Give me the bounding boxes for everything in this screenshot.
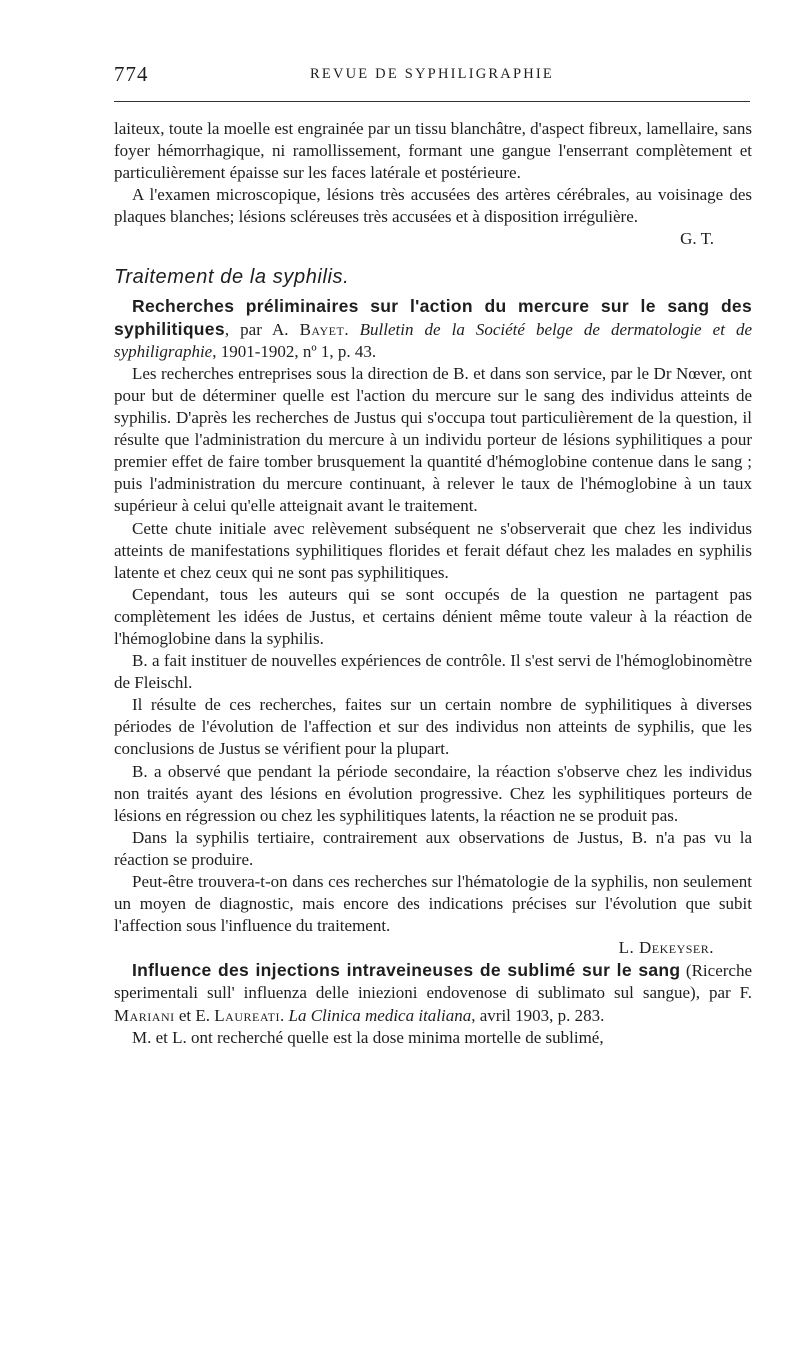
- page-header: [114, 62, 750, 92]
- article-ref-2: , avril 1903, p. 283.: [471, 1005, 605, 1025]
- article-author-2b: Laureati: [214, 1005, 280, 1025]
- article-author-2a: Mariani: [114, 1005, 175, 1025]
- paragraph-exam: A l'examen microscopique, lésions très accusées des artères cérébrales, au voisinage des plaques blanches; lésions scléreuses très accusées et à disposition irrégulière.: [114, 185, 752, 227]
- paragraph: M. et L. ont recherché quelle est la dose minima mortelle de sublimé,: [132, 1027, 604, 1047]
- paragraph-intro: laiteux, toute la moelle est engrainée par un tissu blanchâtre, d'aspect fibreux, lamellaire, sans foyer hémorrhagique, ni ramollissement, formant une gangue l'enserrant complètement et particulièrement épaisse sur les faces latérale et postérieure.: [114, 119, 752, 183]
- page-number: 774: [114, 62, 149, 86]
- paragraph: B. a fait instituer de nouvelles expériences de contrôle. Il s'est servi de l'hémoglobinomètre de Fleischl.: [114, 651, 752, 693]
- paragraph: Il résulte de ces recherches, faites sur un certain nombre de syphilitiques à diverses périodes de l'évolution de l'affection et sur des individus non atteints de syphilis, que les conclusions de Justus se vérifient pour la plupart.: [114, 695, 752, 759]
- paragraph: Peut-être trouvera-t-on dans ces recherches sur l'hématologie de la syphilis, non seulement un moyen de diagnostic, mais encore des indications précises sur l'évolution que subit l'affection sous l'influence du traitement.: [114, 872, 752, 936]
- article-heading-2: Influence des injections intraveineuses de sublimé sur le sang (Ricerche sperimentali sull' influenza delle iniezioni endovenose di sublimato sul sangue), par F. Mariani et E. Laureati. La Clinica medica italiana, avril 1903, p. 283.: [114, 960, 752, 1025]
- article-ref-1: , 1901-1902, nº 1, p. 43.: [212, 341, 377, 361]
- paragraph: Les recherches entreprises sous la direction de B. et dans son service, par le Dr Nœver, ont pour but de déterminer quelle est l'action du mercure sur le sang des individus atteints de syphilis. D'après les recherches de Justus qui s'occupa tout particulièrement de la question, il résulte que l'administration du mercure à un individu porteur de lésions syphilitiques a pour premier effet de faire tomber brusquement la quantité d'hémoglobine contenue dans le sang ; puis l'administration du mercure continuant, à relever le taux de l'hémoglobine à un taux supérieur à celui qu'elle atteignait avant le traitement.: [114, 363, 752, 516]
- paragraph: Dans la syphilis tertiaire, contrairement aux observations de Justus, B. n'a pas vu la réaction se produire.: [114, 827, 752, 869]
- article-title-2: Influence des injections intraveineuses de sublimé sur le sang: [132, 960, 681, 981]
- paragraph: Cependant, tous les auteurs qui se sont occupés de la question ne partagent pas complètement les idées de Justus, et certains dénient même toute valeur à la réaction de l'hémoglobine dans la syphilis.: [114, 584, 752, 648]
- page-body: [114, 118, 752, 1049]
- article-journal-2: La Clinica medica italiana: [288, 1005, 472, 1025]
- header-rule: [114, 101, 750, 102]
- article-author-1: Bayet: [299, 319, 345, 339]
- signature-row: [114, 228, 752, 250]
- article-title-1: Recherches préliminaires sur l'action du mercure sur le sang des syphilitiques: [114, 295, 752, 339]
- section-title: Traitement de la syphilis.: [114, 265, 350, 288]
- paragraph: Cette chute initiale avec relèvement subséquent ne s'observerait que chez les individus atteints de manifestations syphilitiques florides et ferait défaut chez les malades en syphilis latente et chez ceux qui ne sont pas syphilitiques.: [114, 518, 752, 582]
- article-heading-1: Recherches préliminaires sur l'action du mercure sur le sang des syphilitiques, par A. Bayet. Bulletin de la Société belge de dermatologie et de syphiligraphie, 1901-1902, nº 1, p. 43.: [114, 295, 753, 361]
- article-journal-1: Bulletin de la Société belge de dermatologie et de syphiligraphie: [114, 319, 753, 361]
- signature-dekeyser: L. Dekeyser.: [618, 938, 714, 958]
- signature-gt: G. T.: [680, 229, 714, 249]
- signature-row: [114, 937, 752, 959]
- paragraph: B. a observé que pendant la période secondaire, la réaction s'observe chez les individus non traités ayant des lésions en évolution progressive. Chez les syphilitiques porteurs de lésions en régression ou chez les syphilitiques latents, la réaction ne se produit pas.: [114, 761, 752, 825]
- running-title: REVUE DE SYPHILIGRAPHIE: [310, 66, 554, 82]
